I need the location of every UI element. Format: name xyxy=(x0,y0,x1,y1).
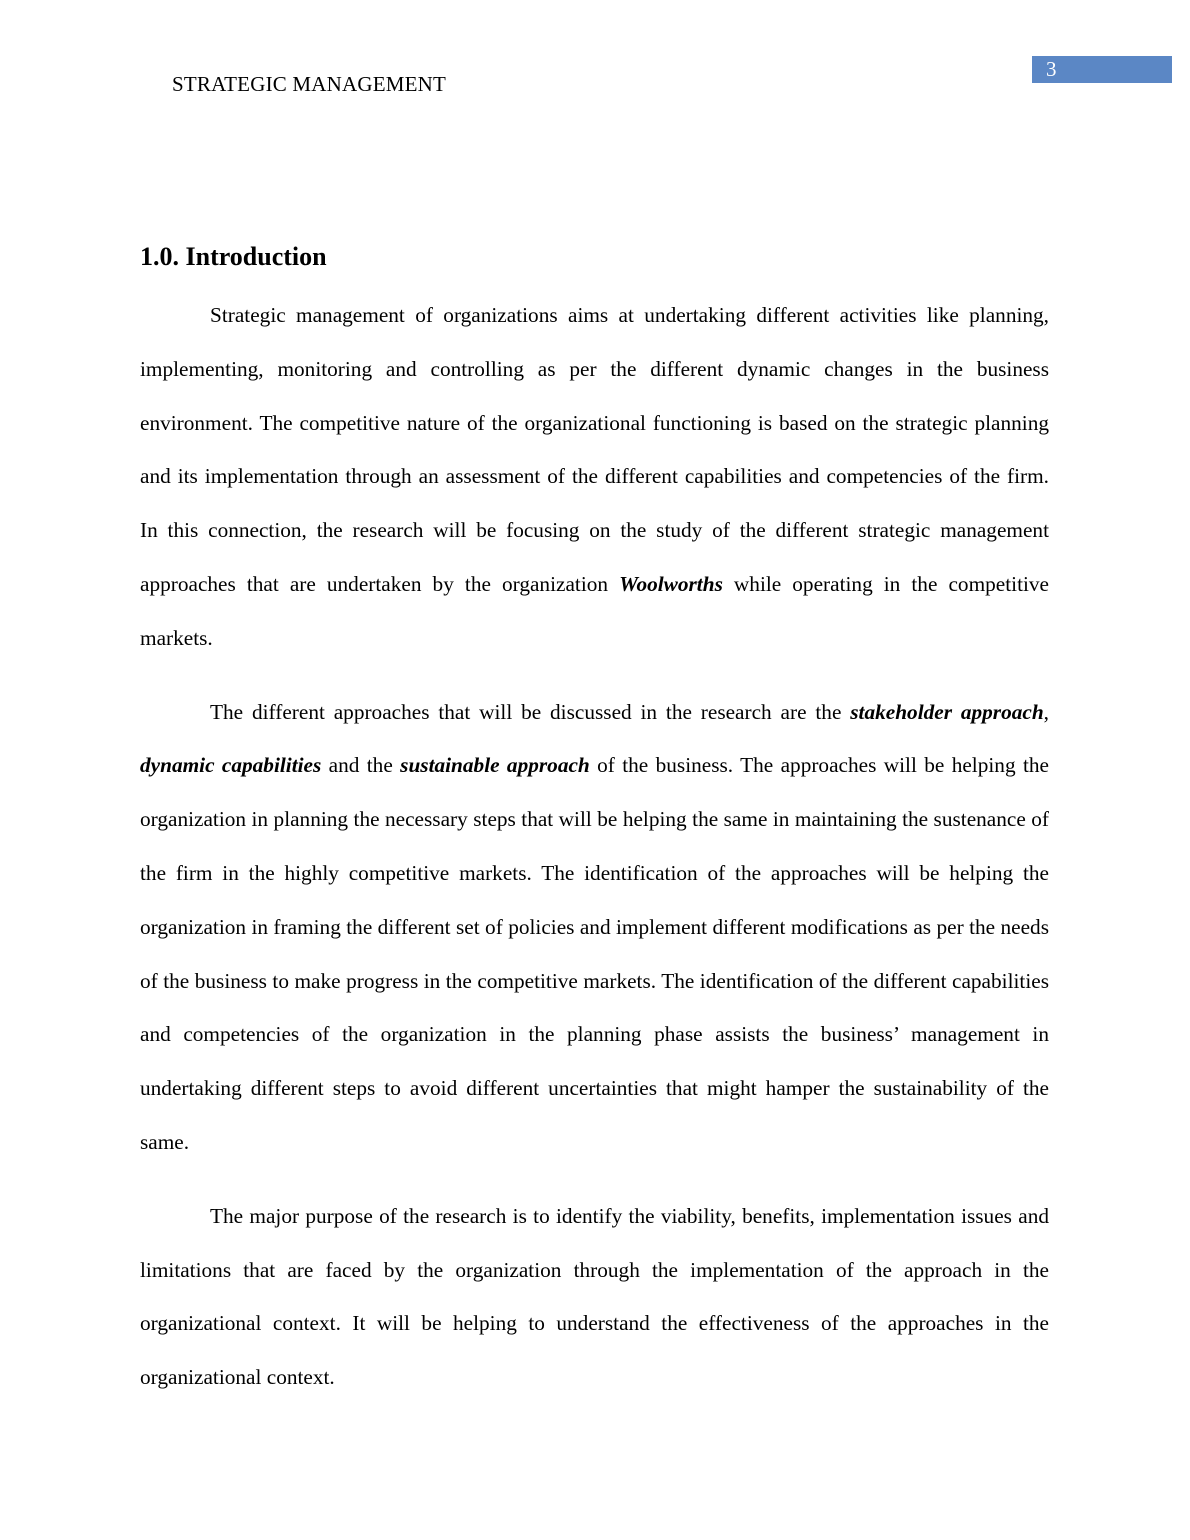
running-header-title: STRATEGIC MANAGEMENT xyxy=(172,72,447,96)
document-body xyxy=(140,289,1049,1425)
emphasis-sustainable-approach: sustainable approach xyxy=(400,753,590,778)
paragraph-1-text-b: while operating in the competitive markets. xyxy=(140,571,1049,650)
section-heading: 1.0. Introduction xyxy=(140,242,327,271)
emphasis-dynamic-capabilities: dynamic capabilities xyxy=(140,753,322,778)
emphasis-woolworths: Woolworths xyxy=(619,571,723,596)
paragraph-3-text: The major purpose of the research is to identify the viability, benefits, implementation issues and limitations that are faced by the organization through the implementation of the approach in the organizational context. It will be helping to understand the effectiveness of the approaches in the organizational context. xyxy=(140,1203,1049,1390)
paragraph-2 xyxy=(140,686,1049,1170)
page-number-badge xyxy=(1032,56,1172,83)
emphasis-stakeholder-approach: stakeholder approach xyxy=(850,699,1044,724)
paragraph-2-text-c: and the xyxy=(321,753,401,778)
page-number: 3 xyxy=(1046,57,1057,81)
paragraph-2-text-a: The different approaches that will be discussed in the research are the xyxy=(210,699,851,724)
paragraph-1-text-a: Strategic management of organizations aims at undertaking different activities like planning, implementing, monitoring and controlling as per the different dynamic changes in the business environment. The competitive nature of the organizational functioning is based on the strategic planning and its implementation through an assessment of the different capabilities and competencies of the firm. In this connection, the research will be focusing on the study of the different strategic management approaches that are undertaken by the organization xyxy=(140,303,1049,596)
paragraph-2-text-d: of the business. The approaches will be helping the organization in planning the necessary steps that will be helping the same in maintaining the sustenance of the firm in the highly competitive markets. The identification of the approaches will be helping the organization in framing the different set of policies and implement different modifications as per the needs of the business to make progress in the competitive markets. The identification of the different capabilities and competencies of the organization in the planning phase assists the business’ management in undertaking different steps to avoid different uncertainties that might hamper the sustainability of the same. xyxy=(140,753,1049,1154)
paragraph-3 xyxy=(140,1190,1049,1405)
paragraph-1 xyxy=(140,289,1049,666)
paragraph-2-text-b: , xyxy=(1043,699,1049,724)
